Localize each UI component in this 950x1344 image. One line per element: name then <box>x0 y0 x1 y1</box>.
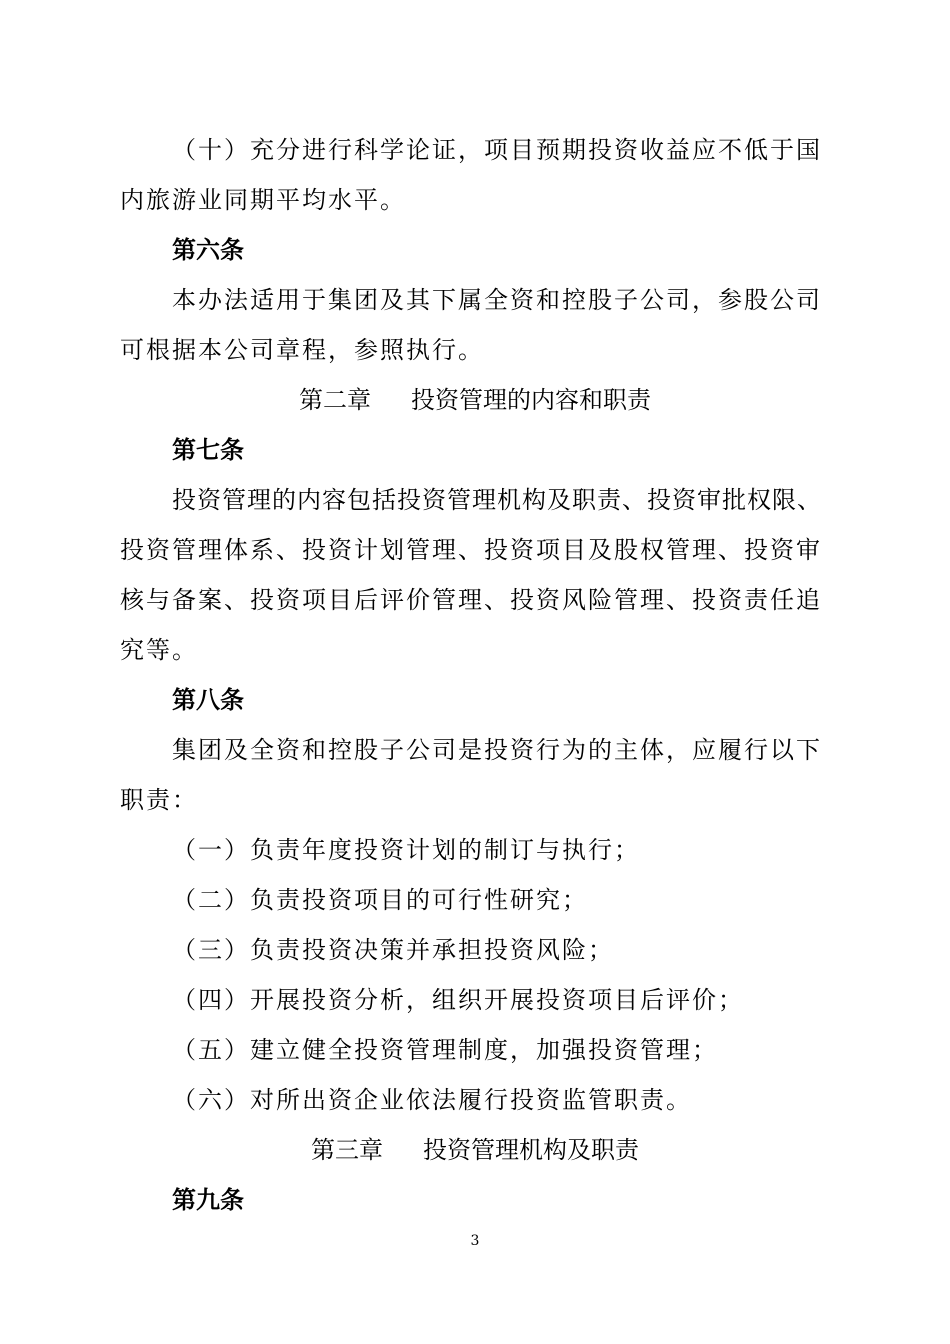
paragraph-line: 可根据本公司章程，参照执行。 <box>120 336 484 364</box>
list-item: （三）负责投资决策并承担投资风险； <box>172 936 614 964</box>
paragraph-line: 投资管理体系、投资计划管理、投资项目及股权管理、投资审 <box>120 536 822 564</box>
chapter-heading <box>0 1130 950 1170</box>
page-number: 3 <box>470 1233 480 1249</box>
paragraph-line: 核与备案、投资项目后评价管理、投资风险管理、投资责任追 <box>120 586 822 614</box>
list-item: （二）负责投资项目的可行性研究； <box>172 886 588 914</box>
article-heading: 第七条 <box>172 436 244 464</box>
article-heading: 第八条 <box>172 686 244 714</box>
paragraph-line: 集团及全资和控股子公司是投资行为的主体，应履行以下 <box>172 736 822 764</box>
paragraph-line: （十）充分进行科学论证，项目预期投资收益应不低于国 <box>172 136 822 164</box>
paragraph-line: 本办法适用于集团及其下属全资和控股子公司，参股公司 <box>172 286 822 314</box>
paragraph-line: 职责： <box>120 786 198 814</box>
chapter-heading <box>0 380 950 420</box>
list-item: （四）开展投资分析，组织开展投资项目后评价； <box>172 986 744 1014</box>
paragraph-line: 究等。 <box>120 636 198 664</box>
list-item: （六）对所出资企业依法履行投资监管职责。 <box>172 1086 692 1114</box>
paragraph-line: 内旅游业同期平均水平。 <box>120 186 406 214</box>
chapter-title: 投资管理的内容和职责 <box>411 386 651 414</box>
chapter-number: 第三章 <box>311 1136 383 1164</box>
paragraph-line: 投资管理的内容包括投资管理机构及职责、投资审批权限、 <box>172 486 822 514</box>
article-heading: 第六条 <box>172 236 244 264</box>
article-heading: 第九条 <box>172 1186 244 1214</box>
list-item: （五）建立健全投资管理制度，加强投资管理； <box>172 1036 718 1064</box>
chapter-title: 投资管理机构及职责 <box>423 1136 639 1164</box>
list-item: （一）负责年度投资计划的制订与执行； <box>172 836 640 864</box>
chapter-number: 第二章 <box>299 386 371 414</box>
